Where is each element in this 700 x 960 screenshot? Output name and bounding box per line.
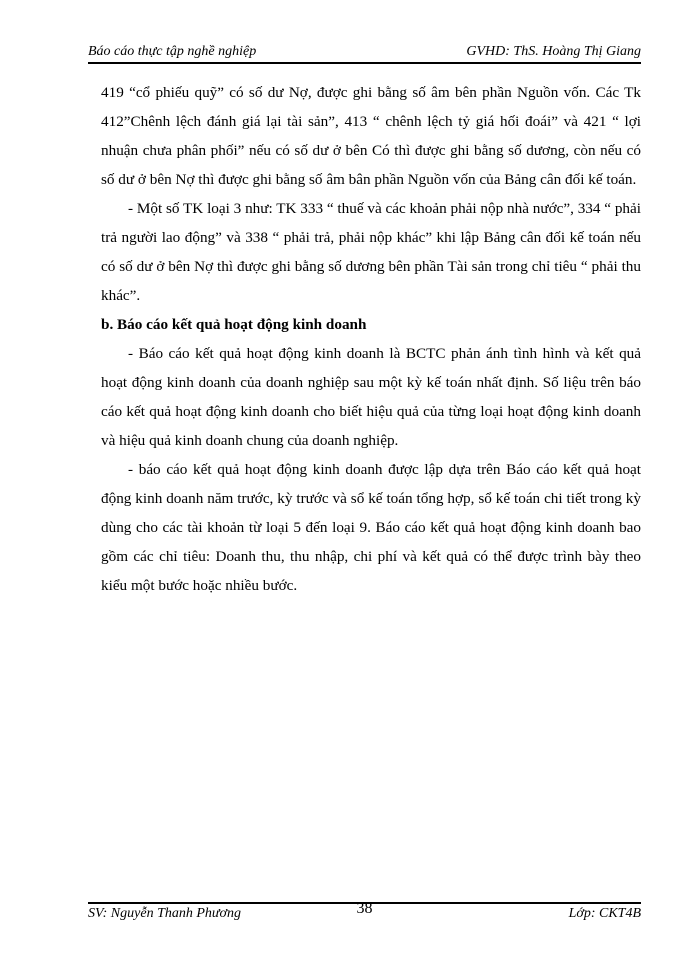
section-heading: b. Báo cáo kết quả hoạt động kinh doanh xyxy=(101,316,367,333)
paragraph-income-statement-preparation: - báo cáo kết quả hoạt động kinh doanh được lập dựa trên Báo cáo kết quả hoạt động kinh doanh năm trước, kỳ trước và sổ kế toán tổng hợp, sổ kế toán chi tiết trong kỳ dùng cho các tài khoản từ loại 5 đến loại 9. Báo cáo kết quả hoạt động kinh doanh bao gồm các chỉ tiêu: Doanh thu, thu nhập, chi phí và kết quả có thể được trình bày theo kiểu một bước hoặc nhiều bước. xyxy=(101,461,641,594)
document-page xyxy=(88,28,641,933)
header-report-title: Báo cáo thực tập nghề nghiệp xyxy=(88,44,257,59)
page-number: 38 xyxy=(356,900,373,917)
paragraph-equity-accounts: 419 “cổ phiếu quỹ” có số dư Nợ, được ghi bằng số âm bên phần Nguồn vốn. Các Tk 412”Chênh lệch đánh giá lại tài sản”, 413 “ chênh lệch tỷ giá hối đoái” và 421 “ lợi nhuận chưa phân phối” nếu có số dư ở bên Có thì được ghi bằng số dương, còn nếu có số dư ở bên Nợ thì được ghi bằng số âm bân phần Nguồn vốn của Bảng cân đối kế toán. xyxy=(101,84,641,188)
page-header xyxy=(88,38,641,64)
paragraph-type3-accounts: - Một số TK loại 3 như: TK 333 “ thuế và các khoản phải nộp nhà nước”, 334 “ phải trả người lao động” và 338 “ phải trả, phải nộp khác” khi lập Bảng cân đối kế toán nếu có số dư ở bên Nợ thì được ghi bằng số dương bên phần Tài sản trong chỉ tiêu “ phải thu khác”. xyxy=(101,200,641,304)
page-footer xyxy=(88,902,641,922)
footer-student-name: SV: Nguyễn Thanh Phương xyxy=(88,906,242,921)
header-supervisor: GVHD: ThS. Hoàng Thị Giang xyxy=(466,44,641,59)
paragraph-income-statement-definition: - Báo cáo kết quả hoạt động kinh doanh là BCTC phản ánh tình hình và kết quả hoạt động kinh doanh của doanh nghiệp sau một kỳ kế toán nhất định. Số liệu trên báo cáo kết quả hoạt động kinh doanh cho biết hiệu quả của từng loại hoạt động kinh doanh và hiệu quả kinh doanh chung của doanh nghiệp. xyxy=(101,345,641,449)
footer-class: Lớp: CKT4B xyxy=(568,906,641,921)
page-body xyxy=(101,78,641,600)
